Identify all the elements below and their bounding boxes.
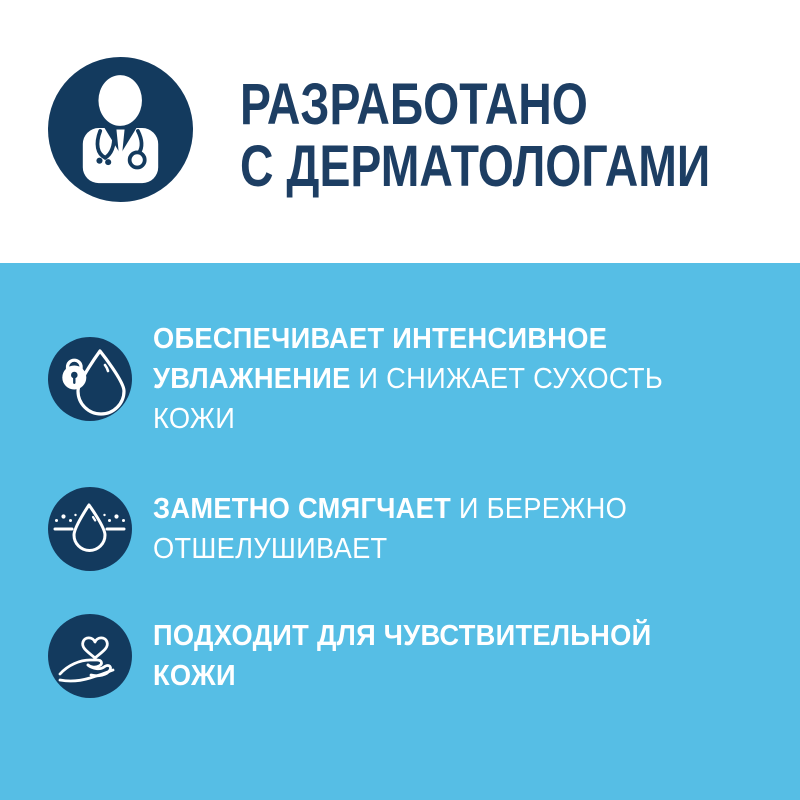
dermatologist-icon xyxy=(48,57,193,202)
feature-row-softening xyxy=(48,487,800,571)
feature-row-sensitive-skin xyxy=(48,614,800,698)
features-section xyxy=(0,263,800,800)
feature-regular-text: И СНИЖАЕТ СУХОСТЬ КОЖИ xyxy=(153,363,664,435)
feature-bold-text: ЗАМЕТНО СМЯГЧАЕТ xyxy=(153,493,452,525)
header-section xyxy=(0,0,800,263)
title-line-2: С ДЕРМАТОЛОГАМИ xyxy=(240,134,711,199)
exfoliating-drop-icon xyxy=(48,487,132,571)
title-line-1: РАЗРАБОТАНО xyxy=(240,72,588,137)
feature-text-sensitive-skin xyxy=(153,616,698,696)
feature-regular-text: И БЕРЕЖНО ОТШЕЛУШИВАЕТ xyxy=(153,493,628,565)
feature-row-moisturizing xyxy=(48,319,800,439)
feature-bold-text: ПОДХОДИТ ДЛЯ ЧУВСТВИТЕЛЬНОЙ КОЖИ xyxy=(153,620,652,692)
feature-text-softening xyxy=(153,489,698,569)
hand-heart-icon xyxy=(48,614,132,698)
page-title xyxy=(240,74,710,198)
moisture-lock-drop-icon xyxy=(48,337,132,421)
feature-text-moisturizing xyxy=(153,319,698,439)
feature-bold-text: ОБЕСПЕЧИВАЕТ ИНТЕНСИВНОЕ УВЛАЖНЕНИЕ xyxy=(153,323,608,395)
